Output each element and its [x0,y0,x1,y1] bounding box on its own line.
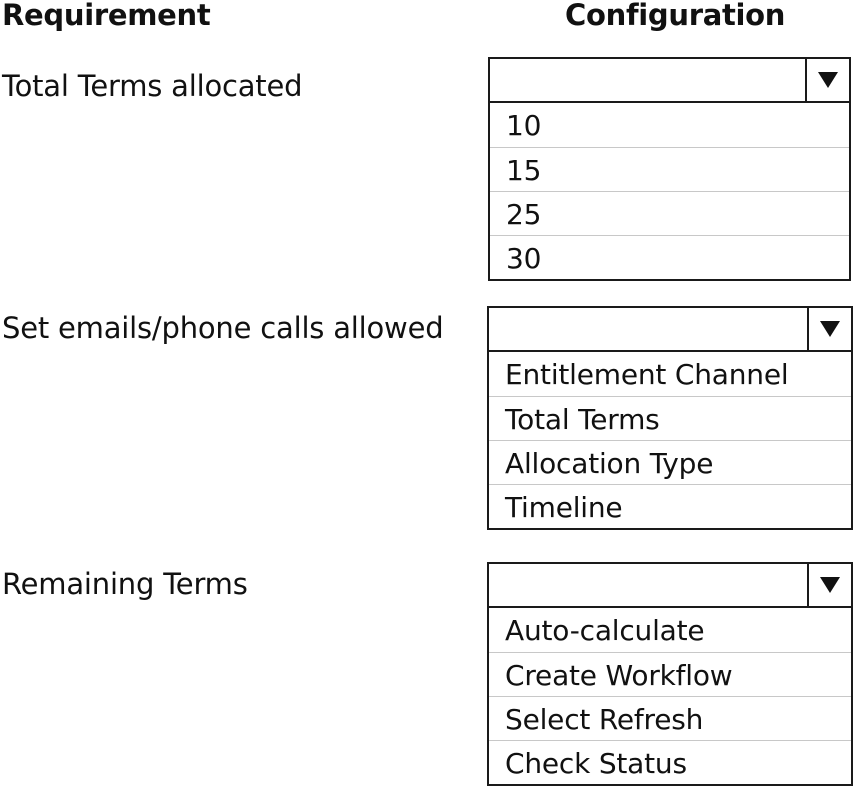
triangle-down-icon [820,577,840,593]
dropdown-option[interactable]: 10 [506,109,542,142]
dropdown-option[interactable]: 15 [490,147,849,191]
triangle-down-icon [820,321,840,337]
triangle-down-icon [818,72,838,88]
requirement-label-remaining-terms: Remaining Terms [2,567,248,601]
dropdown-option[interactable]: Allocation Type [489,440,851,484]
dropdown-select-box[interactable] [489,564,851,608]
dropdown-options [489,608,851,784]
dropdown-set-emails-phone-calls[interactable] [487,306,853,530]
dropdown-option[interactable]: Create Workflow [489,652,851,696]
configuration-header: Configuration [565,0,786,32]
dropdown-option[interactable]: Timeline [489,484,851,528]
dropdown-arrow-button[interactable] [805,59,849,101]
dropdown-option[interactable]: Total Terms [489,396,851,440]
requirement-label-total-terms-allocated: Total Terms allocated [2,69,303,103]
dropdown-option[interactable]: Entitlement Channel [505,358,789,391]
dropdown-arrow-button[interactable] [807,564,851,606]
requirement-header: Requirement [2,0,211,32]
dropdown-select-box[interactable] [490,59,849,103]
dropdown-remaining-terms[interactable] [487,562,853,786]
dropdown-option[interactable]: Check Status [489,740,851,784]
dropdown-options [489,352,851,528]
dropdown-options [490,103,849,279]
dropdown-arrow-button[interactable] [807,308,851,350]
requirement-label-set-emails-phone-calls: Set emails/phone calls allowed [2,311,444,345]
dropdown-option[interactable]: 30 [490,235,849,279]
dropdown-option[interactable]: 25 [490,191,849,235]
dropdown-total-terms-allocated[interactable] [488,57,851,281]
dropdown-select-box[interactable] [489,308,851,352]
dropdown-option[interactable]: Auto-calculate [505,614,705,647]
dropdown-option[interactable]: Select Refresh [489,696,851,740]
